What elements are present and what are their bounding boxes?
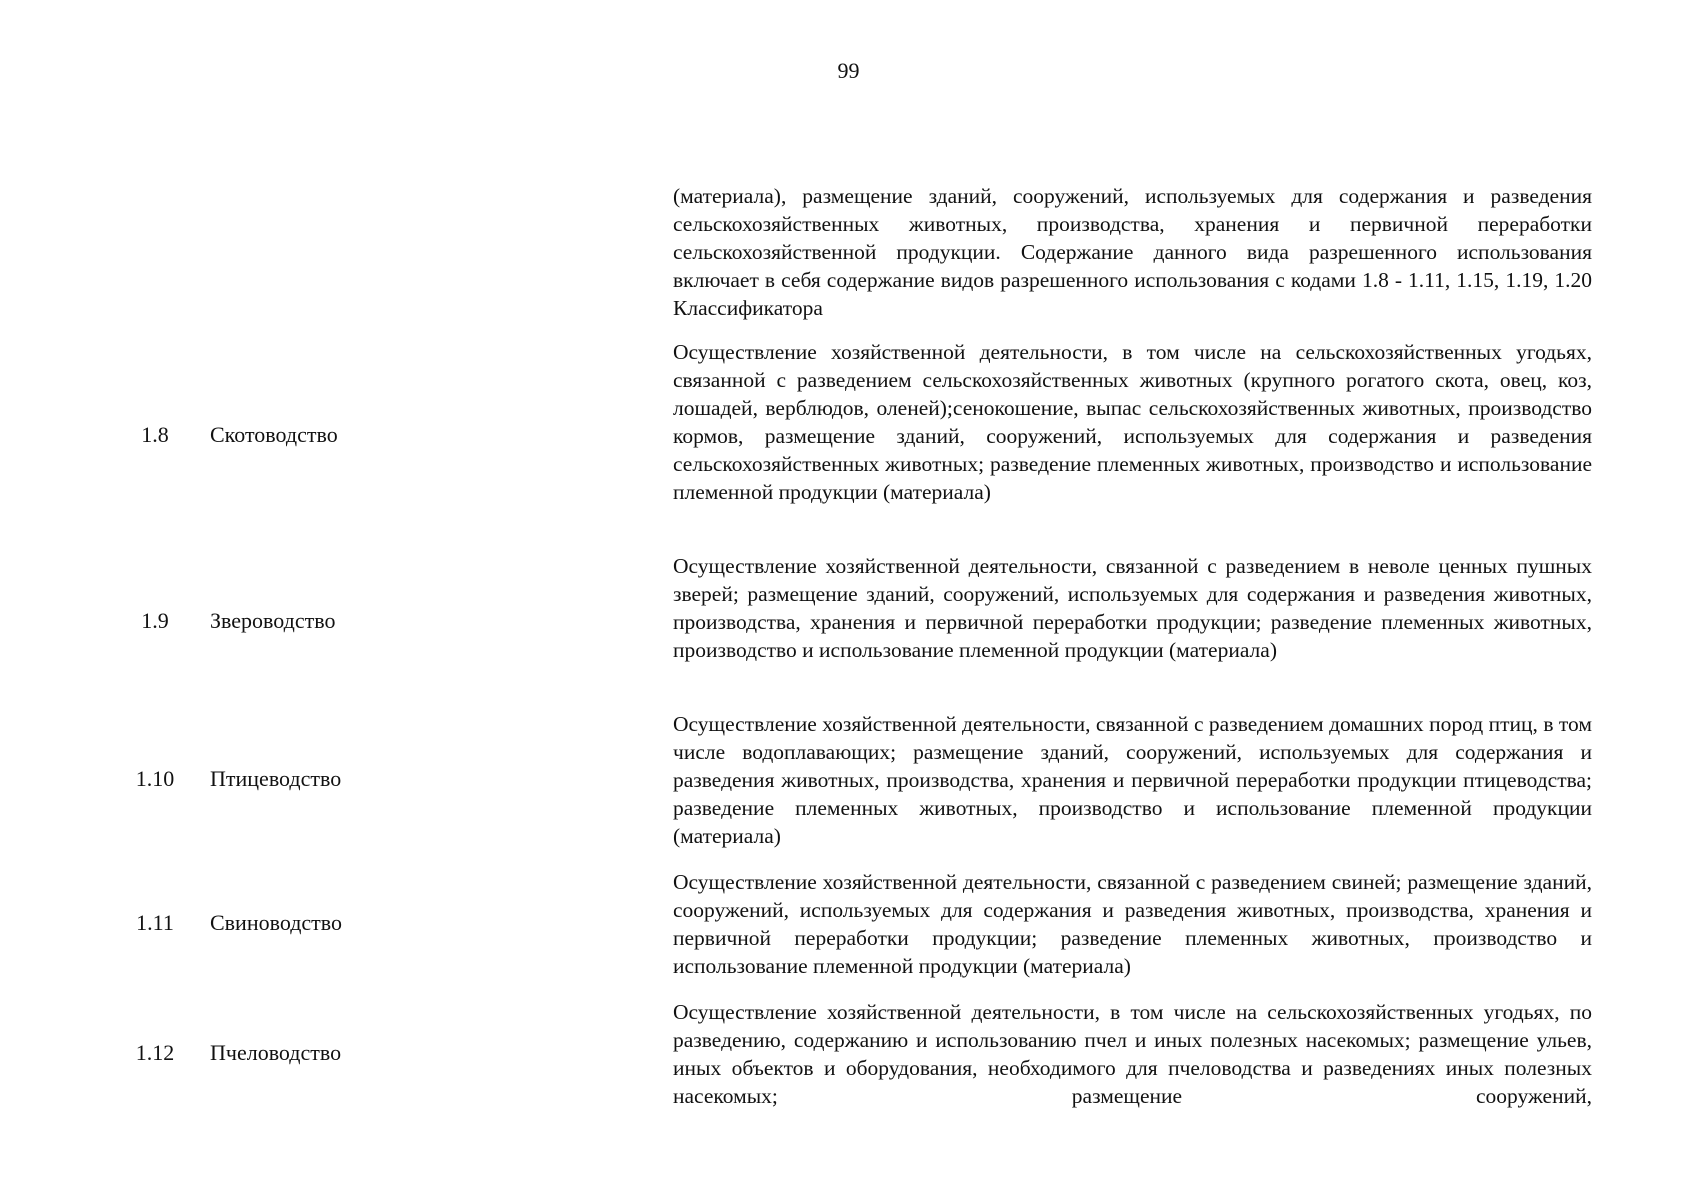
page-number: 99 bbox=[837, 58, 860, 83]
row-description: Осуществление хозяйственной деятельности, связанной с разведением домашних пород птиц, в том числе водоплавающих; размещение зданий, сооружений, используемых для содержания и разведения животных, производства, хранения и первичной переработки продукции птицеводства; разведение племенных животных, производство и использование племенной продукции (материала) bbox=[673, 712, 1592, 848]
row-name: Птицеводство bbox=[210, 766, 342, 791]
row-name: Скотоводство bbox=[210, 422, 338, 447]
row-code: 1.8 bbox=[141, 422, 169, 447]
row-description: Осуществление хозяйственной деятельности, в том числе на сельскохозяйственных угодьях, по разведению, содержанию и использованию пчел и иных полезных насекомых; размещение ульев, иных объектов и оборудования, необходимого для пчеловодства и разведениях иных полезных насекомых; размещение сооружений, bbox=[673, 1000, 1592, 1108]
continuation-description: (материала), размещение зданий, сооружений, используемых для содержания и разведения сельскохозяйственных животных, производства, хранения и первичной переработки сельскохозяйственной продукции. Содержание данного вида разрешенного использования включает в себя содержание видов разрешенного использования с кодами 1.8 - 1.11, 1.15, 1.19, 1.20 Классификатора bbox=[673, 184, 1592, 320]
row-description: Осуществление хозяйственной деятельности, связанной с разведением в неволе ценных пушных зверей; размещение зданий, сооружений, используемых для содержания и разведения животных, производства, хранения и первичной переработки продукции; разведение племенных животных, производство и использование племенной продукции (материала) bbox=[673, 554, 1592, 662]
row-name: Пчеловодство bbox=[210, 1040, 342, 1065]
row-description: Осуществление хозяйственной деятельности, связанной с разведением свиней; размещение зданий, сооружений, используемых для содержания и разведения животных, производства, хранения и первичной переработки продукции; разведение племенных животных, производство и использование племенной продукции (материала) bbox=[673, 870, 1592, 978]
row-code: 1.10 bbox=[135, 766, 175, 791]
row-name: Свиноводство bbox=[210, 910, 343, 935]
row-code: 1.12 bbox=[135, 1040, 175, 1065]
row-code: 1.9 bbox=[141, 608, 169, 633]
row-code: 1.11 bbox=[136, 910, 174, 935]
row-description: Осуществление хозяйственной деятельности, в том числе на сельскохозяйственных угодьях, связанной с разведением сельскохозяйственных животных (крупного рогатого скота, овец, коз, лошадей, верблюдов, оленей);сенокошение, выпас сельскохозяйственных животных, производство кормов, размещение зданий, сооружений, используемых для содержания и разведения сельскохозяйственных животных; разведение племенных животных, производство и использование племенной продукции (материала) bbox=[673, 340, 1592, 504]
row-name: Звероводство bbox=[210, 608, 336, 633]
